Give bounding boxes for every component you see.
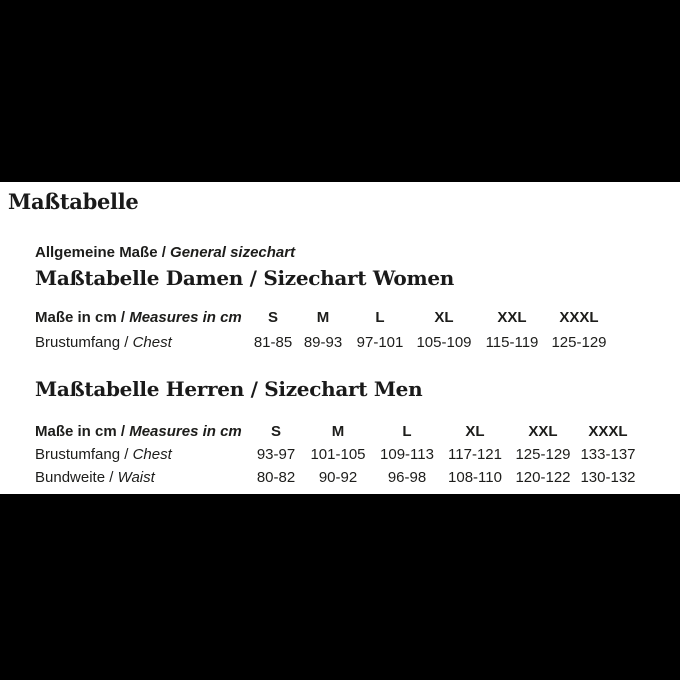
value-cell: 108-110 — [448, 469, 502, 486]
men-chest-label-de: Brustumfang / — [35, 446, 129, 463]
size-header-l: L — [402, 423, 412, 440]
value-cell: 90-92 — [318, 469, 358, 486]
size-header-xxl: XXL — [497, 309, 527, 326]
value-cell: 130-132 — [580, 469, 636, 486]
value-cell: 101-105 — [310, 446, 366, 463]
size-header-xl: XL — [465, 423, 485, 440]
value-cell: 105-109 — [416, 334, 472, 351]
men-measure-label-en: Measures in cm — [129, 423, 242, 440]
value-cell: 96-98 — [387, 469, 427, 486]
value-cell: 109-113 — [380, 446, 434, 463]
size-header-xxl: XXL — [528, 423, 558, 440]
value-cell: 97-101 — [356, 334, 404, 351]
value-cell: 133-137 — [580, 446, 636, 463]
size-header-l: L — [375, 309, 385, 326]
men-waist-row — [35, 466, 640, 489]
women-chest-label-de: Brustumfang / — [35, 334, 129, 351]
men-measure-label — [35, 420, 250, 443]
value-cell: 125-129 — [515, 446, 571, 463]
women-section-heading: Maßtabelle Damen / Sizechart Women — [35, 266, 454, 290]
men-waist-label-en: Waist — [117, 469, 155, 486]
women-chest-label — [35, 330, 250, 355]
size-header-xl: XL — [434, 309, 454, 326]
value-cell: 117-121 — [448, 446, 502, 463]
value-cell: 80-82 — [256, 469, 296, 486]
women-measure-label-de: Maße in cm / — [35, 309, 126, 326]
size-header-m: M — [316, 309, 330, 326]
women-measure-label-en: Measures in cm — [129, 309, 242, 326]
men-measure-label-de: Maße in cm / — [35, 423, 126, 440]
page-title: Maßtabelle — [8, 189, 139, 214]
value-cell: 89-93 — [303, 334, 343, 351]
size-header-xxxl: XXXL — [588, 423, 628, 440]
value-cell: 115-119 — [485, 334, 539, 351]
size-header-m: M — [331, 423, 345, 440]
men-chest-row — [35, 443, 640, 466]
men-size-header-row — [35, 420, 640, 443]
men-waist-label-de: Bundweite / — [35, 469, 114, 486]
size-header-s: S — [267, 309, 278, 326]
women-chest-label-en: Chest — [132, 334, 172, 351]
general-label-en: General sizechart — [170, 244, 296, 261]
letterbox-top — [0, 0, 680, 182]
value-cell: 125-129 — [551, 334, 607, 351]
men-chest-label — [35, 443, 250, 466]
women-measure-label — [35, 305, 250, 330]
women-chest-row — [35, 330, 612, 355]
letterbox-bottom — [0, 494, 680, 680]
women-size-table — [35, 305, 612, 355]
general-sizechart-label — [35, 244, 295, 262]
value-cell: 81-85 — [253, 334, 293, 351]
men-chest-label-en: Chest — [132, 446, 172, 463]
value-cell: 120-122 — [515, 469, 571, 486]
size-header-xxxl: XXXL — [559, 309, 599, 326]
value-cell: 93-97 — [256, 446, 296, 463]
women-size-header-row — [35, 305, 612, 330]
men-size-table — [35, 420, 640, 489]
content-panel — [0, 182, 680, 494]
men-waist-label — [35, 466, 250, 489]
size-header-s: S — [270, 423, 281, 440]
general-label-de: Allgemeine Maße / — [35, 244, 166, 261]
men-section-heading: Maßtabelle Herren / Sizechart Men — [35, 377, 423, 401]
